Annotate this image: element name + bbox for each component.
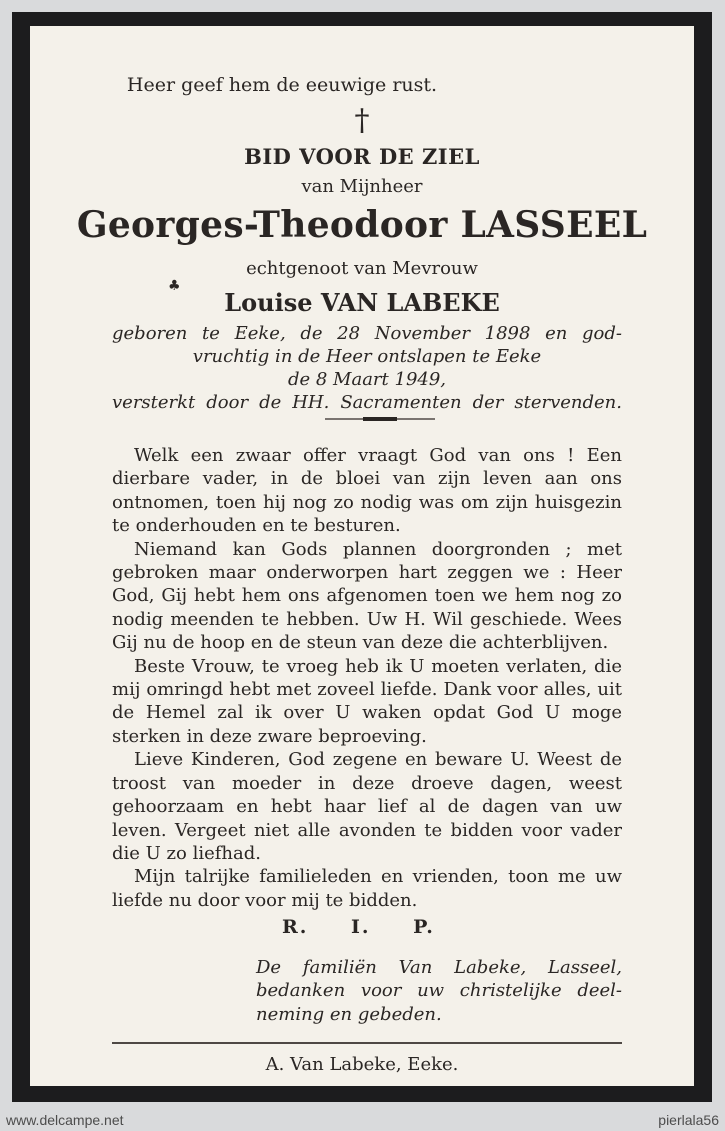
- body-paragraph: Beste Vrouw, te vroeg heb ik U moeten verlaten, die mij omringd hebt met zoveel liefde. Dank voor alles, uit de Hemel zal ik over U waken opdat God U moge sterken in deze zware beproeving.: [112, 655, 622, 747]
- heading: BID VOOR DE ZIEL: [244, 144, 480, 169]
- body-paragraph: Welk een zwaar offer vraagt God van ons ! Een dierbare vader, in de bloei van zijn leven aan ons ontnomen, toen hij nog zo nodig was om zijn huisgezin te onderhouden en te besturen.: [112, 445, 622, 537]
- rip-text: R. I. P.: [282, 916, 435, 938]
- cross-icon: †: [354, 103, 370, 138]
- memorial-card: [12, 12, 712, 1102]
- printer-credit: A. Van Labeke, Eeke.: [265, 1054, 459, 1075]
- families-text: [256, 956, 622, 1026]
- families-line: bedanken voor uw christelijke deel-: [256, 980, 622, 1002]
- spouse-intro: echtgenoot van Mevrouw: [246, 258, 478, 279]
- birth-death-line: geboren te Eeke, de 28 November 1898 en god-: [112, 323, 622, 344]
- ink-spot-icon: ♣: [168, 278, 181, 294]
- birth-death-line: de 8 Maart 1949,: [287, 369, 447, 390]
- watermark-left: www.delcampe.net: [6, 1112, 124, 1128]
- body-paragraph: Lieve Kinderen, God zegene en beware U. Weest de troost van moeder in deze droeve dagen, weest gehoorzaam en hebt haar lief al de dagen van uw leven. Vergeet niet alle avonden te bidden voor vader die U zo liefhad.: [112, 749, 622, 864]
- birth-death-line: versterkt door de HH. Sacramenten der stervenden.: [112, 392, 622, 413]
- birth-death-line: vruchtig in de Heer ontslapen te Eeke: [192, 346, 542, 367]
- prayer-line: Heer geef hem de eeuwige rust.: [126, 74, 438, 96]
- watermark-right: pierlala56: [658, 1112, 719, 1128]
- bottom-rule: [112, 1042, 622, 1044]
- deceased-name: Georges-Theodoor LASSEEL: [76, 204, 648, 246]
- salutation: van Mijnheer: [301, 176, 423, 197]
- card-paper: [30, 26, 694, 1086]
- birth-death-text: [112, 322, 622, 414]
- body-paragraph: Niemand kan Gods plannen doorgronden ; met gebroken maar onderworpen hart zeggen we : Heer God, Gij hebt hem ons afgenomen toen we hem nog zo nodig meenden te hebben. Uw H. Wil geschiede. Wees Gij nu de hoop en de steun van deze die achterblijven.: [112, 538, 622, 654]
- ornament-divider: [325, 418, 435, 420]
- body-paragraph: Mijn talrijke familieleden en vrienden, toon me uw liefde nu door voor mij te bidden.: [112, 866, 622, 911]
- families-line: De familiën Van Labeke, Lasseel,: [256, 957, 622, 978]
- spouse-name: Louise VAN LABEKE: [224, 288, 500, 317]
- families-line: neming en gebeden.: [256, 1003, 442, 1025]
- body-text: [112, 444, 622, 912]
